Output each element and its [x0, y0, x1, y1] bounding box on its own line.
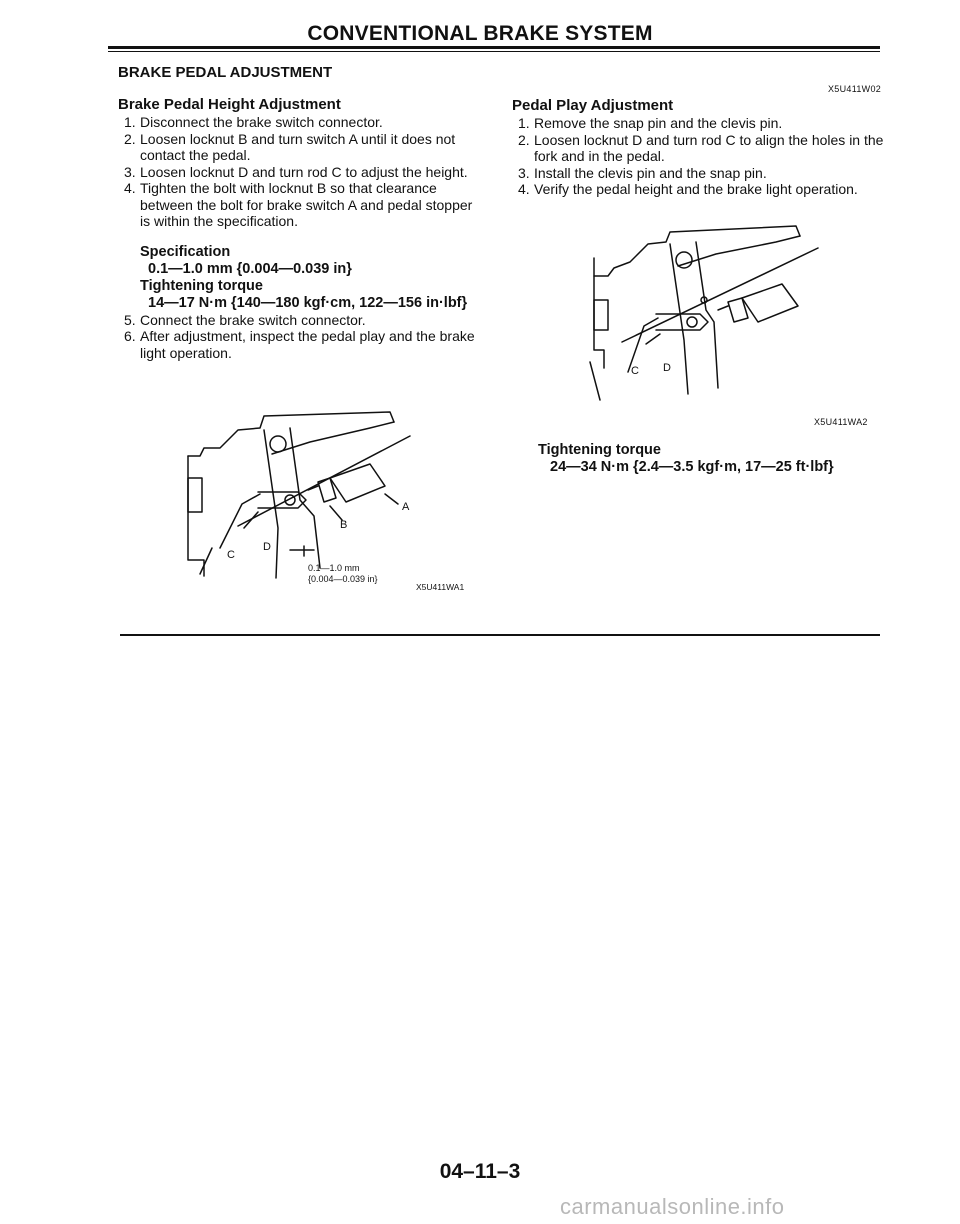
page-number: 04–11–3: [439, 1160, 521, 1183]
footer-rule: [120, 634, 880, 636]
step-number: 1.: [518, 115, 530, 131]
header-rule: [108, 46, 880, 49]
step-text: Verify the pedal height and the brake light operation.: [534, 181, 858, 197]
clearance-label-mm: 0.1—1.0 mm: [308, 563, 360, 573]
leader-b: [330, 506, 342, 520]
section-title: BRAKE PEDAL ADJUSTMENT: [118, 64, 333, 81]
play-steps-list: [512, 115, 892, 198]
rod-leader: [244, 512, 258, 528]
label-c: C: [227, 549, 235, 561]
height-steps-after-list: [118, 312, 478, 362]
pedal-pivot-icon: [270, 436, 286, 452]
label-a: A: [402, 501, 410, 513]
label-c: C: [631, 365, 639, 377]
pedal-play-diagram: [586, 222, 886, 412]
step-number: 4.: [518, 181, 530, 197]
list-item: [512, 132, 892, 165]
height-adjustment-section: [118, 96, 478, 361]
play-adjustment-heading: Pedal Play Adjustment: [512, 97, 674, 114]
list-item: [118, 164, 478, 181]
torque-label: Tightening torque: [140, 277, 263, 294]
step-number: 2.: [124, 130, 136, 147]
bracket-slot: [594, 300, 608, 330]
brake-switch-body: [330, 464, 385, 502]
label-d: D: [263, 541, 271, 553]
list-item: [512, 115, 892, 132]
list-item: [512, 165, 892, 182]
brake-switch-body: [742, 284, 798, 322]
step-text: Loosen locknut D and turn rod C to align the holes in the fork and in the pedal.: [534, 131, 884, 164]
list-item: [118, 312, 478, 329]
play-torque-block: [538, 442, 834, 476]
leader-a: [385, 494, 398, 504]
stopper-line: [622, 248, 818, 342]
step-text: Connect the brake switch connector.: [140, 311, 366, 328]
figure-code-wa1: X5U411WA1: [416, 582, 465, 592]
list-item: [118, 180, 478, 230]
step-text: Tighten the bolt with locknut B so that clearance between the bolt for brake switch A and pedal stopper is within the specification.: [140, 180, 473, 229]
step-text: Loosen locknut D and turn rod C to adjust the height.: [140, 163, 468, 180]
torque-value: 24—34 N·m {2.4—3.5 kgf·m, 17—25 ft·lbf}: [550, 459, 834, 475]
bracket-underside: [272, 422, 394, 454]
lower-line: [200, 548, 212, 574]
specification-value: 0.1—1.0 mm {0.004—0.039 in}: [148, 260, 352, 277]
header-rule-thin: [108, 51, 880, 52]
step-text: Disconnect the brake switch connector.: [140, 114, 383, 130]
step-number: 6.: [124, 328, 136, 344]
clearance-label-in: {0.004—0.039 in}: [308, 574, 378, 584]
step-text: Loosen locknut B and turn switch A until it does not contact the pedal.: [140, 130, 456, 163]
rod-c: [220, 494, 260, 548]
play-adjustment-section: [512, 97, 892, 198]
specification-label: Specification: [140, 243, 231, 260]
height-adjustment-heading: Brake Pedal Height Adjustment: [118, 96, 341, 113]
clevis-pin-icon: [687, 317, 697, 327]
step-text: Install the clevis pin and the snap pin.: [534, 164, 767, 181]
step-text: After adjustment, inspect the pedal play and the brake light operation.: [140, 328, 475, 361]
list-item: [118, 114, 478, 131]
pedal-height-diagram: [180, 408, 490, 608]
bracket-slot: [188, 478, 202, 512]
figure-code-w02: X5U411W02: [828, 84, 882, 94]
step-number: 1.: [124, 114, 136, 130]
list-item: [118, 131, 478, 164]
label-b: B: [340, 519, 348, 531]
label-d: D: [663, 362, 671, 374]
torque-value: 14—17 N·m {140—180 kgf·cm, 122—156 in·lbf}: [148, 294, 468, 311]
lower-line: [590, 362, 600, 400]
page-title: CONVENTIONAL BRAKE SYSTEM: [307, 22, 653, 45]
watermark: carmanualsonline.info: [560, 1194, 785, 1219]
height-steps-list: [118, 114, 478, 230]
step-number: 3.: [518, 164, 530, 181]
bracket-outline: [594, 258, 604, 368]
step-number: 4.: [124, 180, 136, 196]
step-number: 2.: [518, 131, 530, 148]
bracket-outline: [188, 456, 204, 576]
step-number: 5.: [124, 311, 136, 328]
stopper-line: [238, 436, 410, 526]
pedal-pivot-icon: [676, 252, 692, 268]
specification-block: [118, 244, 478, 312]
list-item: [512, 181, 892, 198]
pedal-arm-right: [696, 242, 718, 388]
step-text: Remove the snap pin and the clevis pin.: [534, 115, 783, 131]
bracket-underside: [678, 236, 800, 266]
switch-plunger: [718, 306, 728, 310]
figure-code-wa2: X5U411WA2: [814, 417, 868, 427]
rod-leader: [646, 334, 660, 344]
torque-label: Tightening torque: [538, 442, 661, 458]
step-number: 3.: [124, 163, 136, 180]
list-item: [118, 328, 478, 361]
